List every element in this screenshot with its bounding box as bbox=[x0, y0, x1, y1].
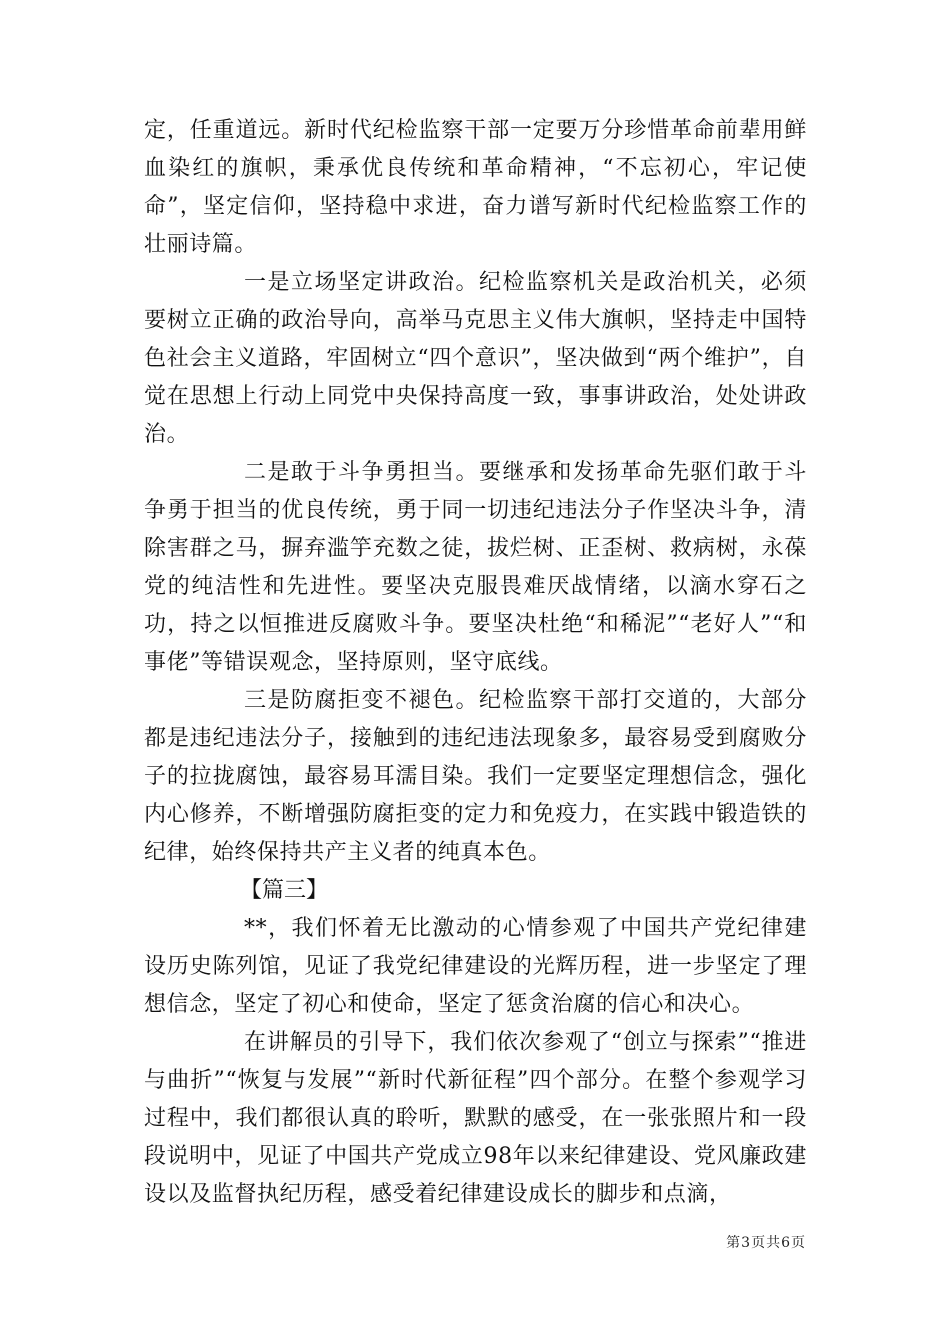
paragraph-visit-detail: 在讲解员的引导下，我们依次参观了“创立与探索”“推进与曲折”“恢复与发展”“新时代新征程”四个部分。在整个参观学习过程中，我们都很认真的聆听，默默的感受，在一张张照片和一段段说明中，见证了中国共产党成立98年以来纪律建设、党风廉政建设以及监督执纪历程，感受着纪律建设成长的脚步和点滴， bbox=[144, 1030, 807, 1207]
paragraph-continuation: 定，任重道远。新时代纪检监察干部一定要万分珍惜革命前辈用鲜血染红的旗帜，秉承优良传统和革命精神，“不忘初心，牢记使命”，坚定信仰，坚持稳中求进，奋力谱写新时代纪检监察工作的壮丽诗篇。 bbox=[144, 118, 807, 257]
paragraph-point-one: 一是立场坚定讲政治。纪检监察机关是政治机关，必须要树立正确的政治导向，高举马克思主义伟大旗帜，坚持走中国特色社会主义道路，牢固树立“四个意识”，坚决做到“两个维护”，自觉在思想上行动上同党中央保持高度一致，事事讲政治，处处讲政治。 bbox=[144, 270, 807, 447]
paragraph-point-three: 三是防腐拒变不褪色。纪检监察干部打交道的，大部分都是违纪违法分子，接触到的违纪违法现象多，最容易受到腐败分子的拉拢腐蚀，最容易耳濡目染。我们一定要坚定理想信念，强化内心修养，不断增强防腐拒变的定力和免疫力，在实践中锻造铁的纪律，始终保持共产主义者的纯真本色。 bbox=[144, 688, 807, 865]
document-body bbox=[144, 112, 807, 1214]
page-number-footer: 第3页共6页 bbox=[726, 1235, 806, 1251]
section-heading: 【篇三】 bbox=[240, 878, 329, 903]
paragraph-point-two: 二是敢于斗争勇担当。要继承和发扬革命先驱们敢于斗争勇于担当的优良传统，勇于同一切违纪违法分子作坚决斗争，清除害群之马，摒弃滥竽充数之徒，拔烂树、正歪树、救病树，永葆党的纯洁性和先进性。要坚决克服畏难厌战情绪，以滴水穿石之功，持之以恒推进反腐败斗争。要坚决杜绝“和稀泥”“老好人”“和事佬”等错误观念，坚持原则，坚守底线。 bbox=[144, 460, 807, 675]
paragraph-visit-intro: **，我们怀着无比激动的心情参观了中国共产党纪律建设历史陈列馆，见证了我党纪律建设的光辉历程，进一步坚定了理想信念，坚定了初心和使命，坚定了惩贪治腐的信心和决心。 bbox=[144, 916, 807, 1017]
